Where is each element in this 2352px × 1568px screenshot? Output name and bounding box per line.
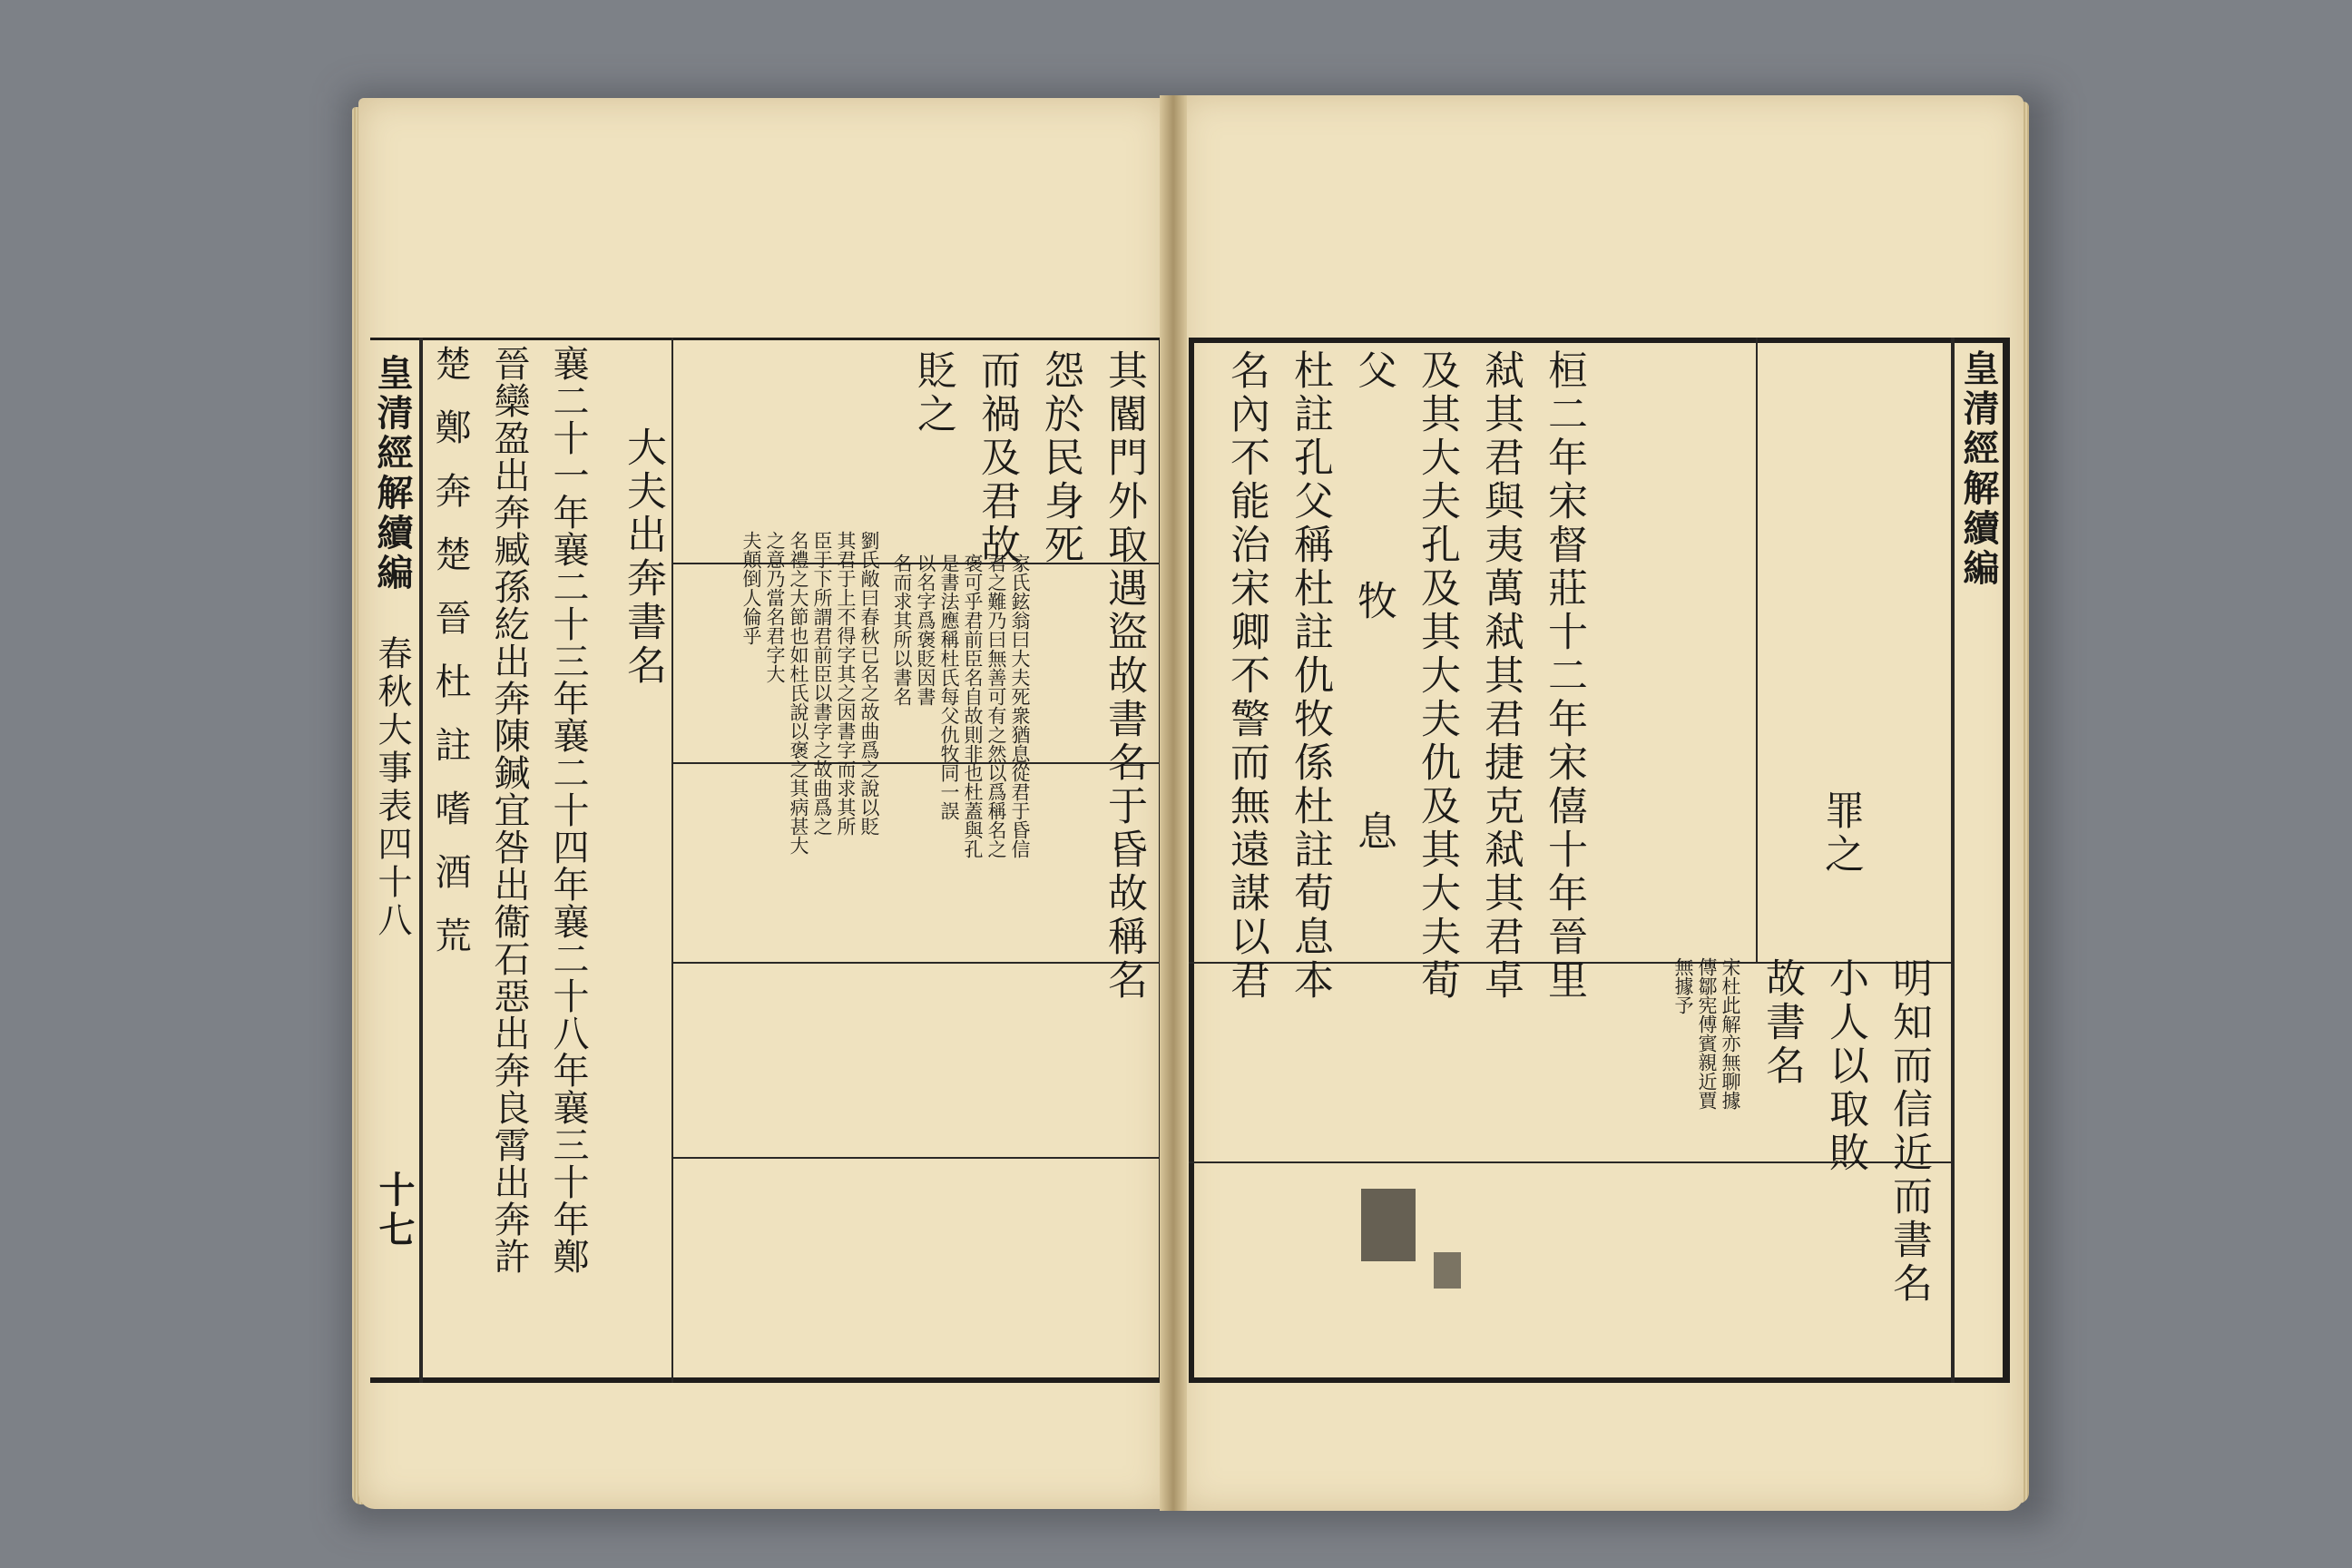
left-commentary-col: 名而求其所以書名: [891, 554, 913, 706]
left-grid-divider: [671, 338, 673, 1383]
right-commentary-col: 傳鄒宪傅賓親近賈: [1696, 957, 1718, 1110]
right-commentary-col: 無據予: [1672, 957, 1694, 1014]
left-margin-title: 皇清經解續編: [371, 354, 414, 593]
left-section-title: 春秋大事表四十八: [372, 635, 412, 940]
left-main-col: 貶之: [910, 349, 956, 436]
right-grid-divider: [1756, 338, 1758, 964]
left-note-col: 夫顛倒人倫乎: [740, 531, 762, 645]
left-main-col: 而禍及君故: [974, 349, 1020, 567]
left-note-col: 臣于下所謂君前臣以書字之故曲爲之: [811, 531, 833, 836]
left-main-col: 其閽門外取遇盜故書名于昏故稱名: [1101, 349, 1147, 1003]
right-note-col: 明知而信近而書名: [1886, 957, 1932, 1306]
left-commentary-col: 是書法應稱杜氏每父仇牧同一誤: [938, 554, 960, 820]
right-main-col: 杜註孔父稱杜註仇牧係杜註荀息本: [1287, 349, 1333, 1003]
ink-blot: [1361, 1189, 1416, 1261]
left-note-col: 劉氏敞曰春秋已名之故曲爲之說以貶: [858, 531, 880, 836]
left-record-col: 襄二十一年襄二十三年襄二十四年襄二十八年襄三十年鄭: [547, 345, 589, 1275]
left-note-col: 名禮之大節也如杜氏說以褒之其病甚大: [788, 531, 809, 855]
left-main-col: 怨於民身死: [1037, 349, 1083, 567]
left-note-col: 之意乃當名君字大: [764, 531, 786, 683]
right-note-col: 罪之: [1818, 789, 1864, 877]
left-grid-line: [671, 762, 1161, 764]
right-note-col: 小人以取敗: [1822, 957, 1868, 1175]
left-commentary-col: 家氏鉉翁曰大夫死衆猶息從君于昏信: [1009, 554, 1031, 858]
right-main-col: 桓二年宋督莊十二年宋僖十年晉里: [1541, 349, 1587, 1003]
left-note-col: 其君于上不得字其之因書字而求其所: [835, 531, 857, 836]
ink-blot: [1434, 1252, 1461, 1289]
left-record-col: 楚鄭奔楚晉杜註嗜酒荒: [429, 345, 471, 980]
right-margin-rule: [1951, 338, 1955, 1383]
left-commentary-col: 褒可乎君前臣名自故則非也杜蓋與孔: [962, 554, 984, 858]
left-grid-line: [671, 1157, 1161, 1159]
right-margin-title: 皇清經解續編: [1957, 349, 2000, 589]
right-main-col: 及其大夫孔及其大夫仇及其大夫荀: [1414, 349, 1460, 1003]
book-gutter: [1160, 95, 1187, 1511]
left-grid-line: [671, 962, 1161, 964]
right-note-col: 故書名: [1759, 957, 1805, 1088]
left-margin-rule: [419, 338, 423, 1383]
left-record-col: 晉欒盈出奔臧孫紇出奔陳鍼宜咎出衞石惡出奔良霄出奔許: [488, 345, 530, 1275]
right-main-col: 弒其君與夷萬弒其君捷克弒其君卓: [1477, 349, 1524, 1003]
left-page-number: 十七: [373, 1171, 416, 1250]
left-heading: 大夫出奔書名: [620, 426, 666, 688]
left-commentary-col: 以名字爲褒貶因書: [915, 554, 936, 706]
right-main-col: 名內不能治宋卿不警而無遠謀以君: [1223, 349, 1269, 1003]
left-commentary-col: 君之難乃曰無善可有之然以爲稱名之: [985, 554, 1007, 858]
right-main-col: 父牧息: [1350, 349, 1396, 1041]
right-commentary-col: 宋杜此解亦無聊據: [1720, 957, 1741, 1110]
